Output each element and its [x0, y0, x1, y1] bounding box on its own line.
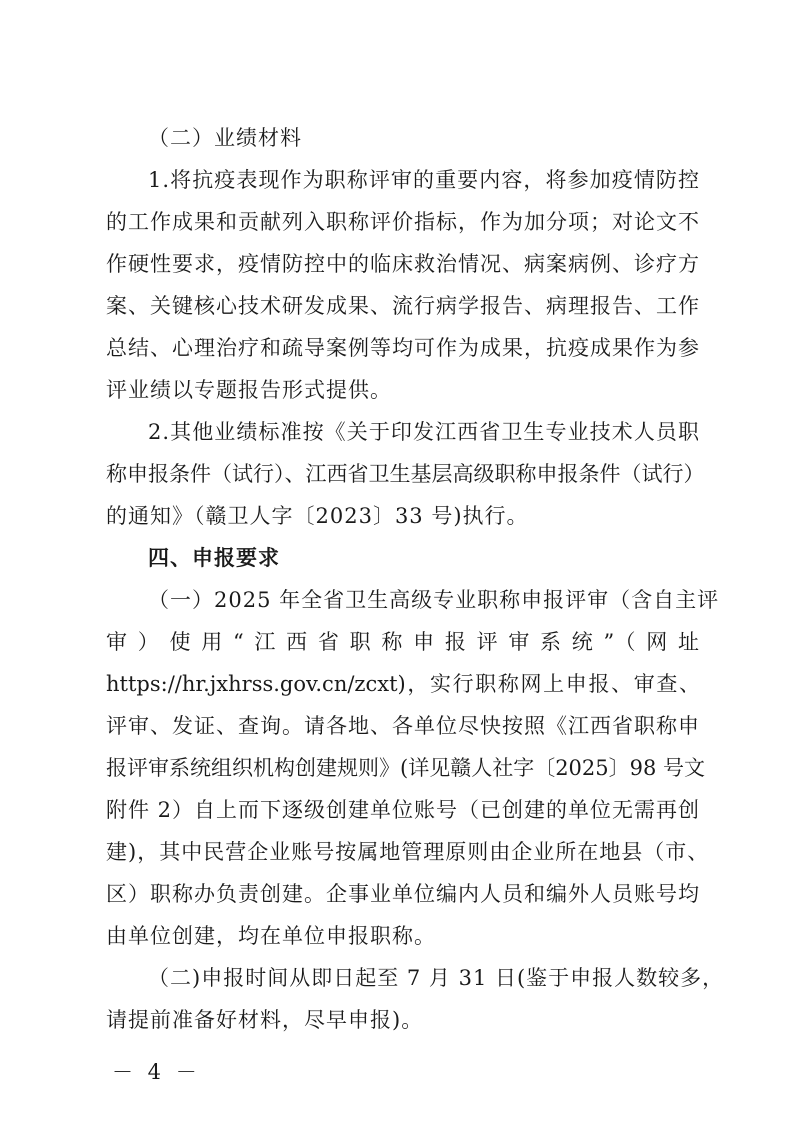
paragraph-req1-line: 评审、发证、查询。请各地、各单位尽快按照《江西省职称申: [106, 714, 700, 738]
paragraph-item2-line: 2.其他业绩标准按《关于印发江西省卫生专业技术人员职: [148, 420, 700, 444]
page-number: － 4 －: [112, 1060, 201, 1084]
paragraph-item1-line: 总结、心理治疗和疏导案例等均可作为成果，抗疫成果作为参: [106, 336, 700, 360]
paragraph-req1-line: 报评审系统组织机构创建规则》(详见赣人社字〔2025〕98 号文: [106, 756, 706, 780]
paragraph-req2-line: （二)申报时间从即日起至 7 月 31 日(鉴于申报人数较多，: [148, 966, 725, 990]
paragraph-req1-line: 审）使用“江西省职称申报评审系统”（网址: [106, 630, 700, 654]
paragraph-req1-line: 建)，其中民营企业账号按属地管理原则由企业所在地县（市、: [106, 840, 710, 864]
paragraph-item1-line: 的工作成果和贡献列入职称评价指标，作为加分项；对论文不: [106, 210, 700, 234]
paragraph-item1-line: 案、关键核心技术研发成果、流行病学报告、病理报告、工作: [106, 294, 700, 318]
paragraph-req1-line: 区）职称办负责创建。企事业单位编内人员和编外人员账号均: [106, 882, 700, 906]
paragraph-req1-line: 由单位创建，均在单位申报职称。: [106, 924, 436, 948]
heading-performance-materials: （二）业绩材料: [148, 126, 302, 150]
paragraph-req1-line: https://hr.jxhrss.gov.cn/zcxt)，实行职称网上申报、审查、: [106, 672, 700, 696]
paragraph-item1-line: 评业绩以专题报告形式提供。: [106, 378, 392, 402]
paragraph-item1-line: 作硬性要求，疫情防控中的临床救治情况、病案病例、诊疗方: [106, 252, 700, 276]
section-heading-application-requirements: 四、申报要求: [148, 546, 280, 570]
paragraph-req1-line: 附件 2）自上而下逐级创建单位账号（已创建的单位无需再创: [106, 798, 701, 822]
paragraph-req2-line: 请提前准备好材料，尽早申报)。: [106, 1008, 424, 1032]
paragraph-req1-line: （一）2025 年全省卫生高级专业职称申报评审（含自主评: [148, 588, 720, 612]
paragraph-item1-line: 1.将抗疫表现作为职称评审的重要内容，将参加疫情防控: [148, 168, 700, 192]
paragraph-item2-line: 称申报条件（试行）、江西省卫生基层高级职称申报条件（试行）: [106, 462, 705, 486]
paragraph-item2-line: 的通知》（赣卫人字〔2023〕33 号)执行。: [106, 504, 529, 528]
